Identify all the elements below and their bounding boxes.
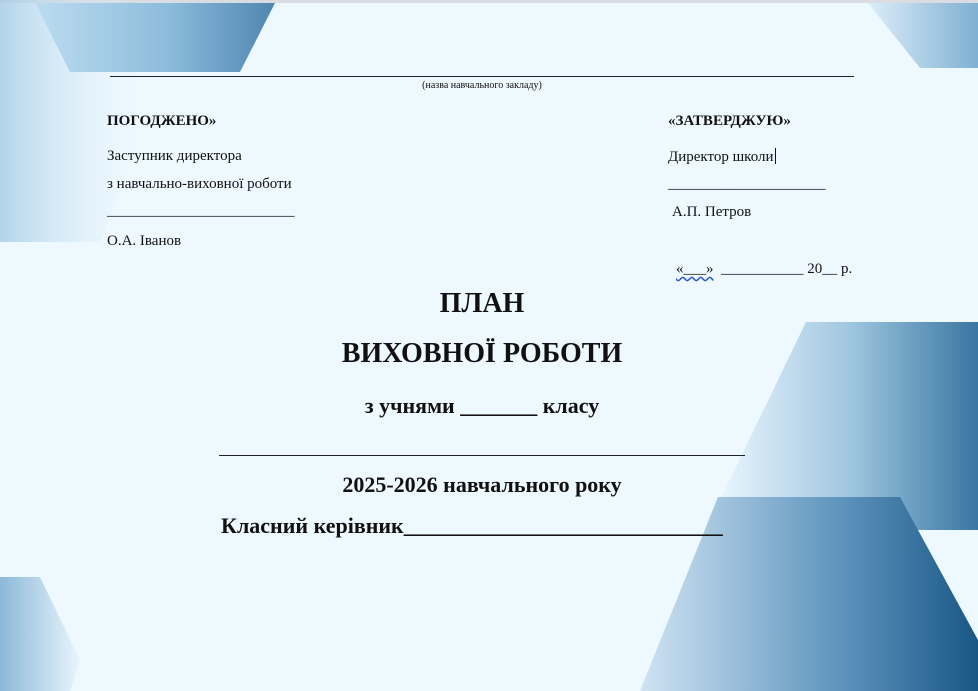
text-cursor [775, 148, 776, 164]
director-label-text: Директор школи [668, 149, 774, 165]
class-line: з учнями _______ класу [364, 393, 600, 418]
director-signature-blank: _____________________ [668, 176, 826, 192]
separator-line [219, 455, 745, 456]
institution-caption: (назва навчального закладу) [422, 80, 542, 91]
deputy-director-label: Заступник директора [107, 148, 242, 164]
class-teacher-line: Класний керівник_____________________________ [221, 513, 723, 538]
deputy-role-label: з навчально-виховної роботи [107, 176, 292, 192]
approved-title: ПОГОДЖЕНО» [107, 113, 217, 129]
date-month-year: ___________ 20__ р. [713, 261, 853, 277]
institution-line [110, 76, 854, 77]
director-name: А.П. Петров [672, 204, 752, 220]
confirm-title: «ЗАТВЕРДЖУЮ» [668, 113, 791, 129]
deputy-signature-blank: _________________________ [107, 203, 295, 219]
date-line [676, 261, 852, 278]
deputy-name: О.А. Іванов [107, 233, 182, 249]
plan-subtitle: ВИХОВНОЇ РОБОТИ [341, 338, 623, 369]
school-year-line: 2025-2026 навчального року [342, 472, 622, 497]
director-label[interactable] [668, 148, 776, 166]
plan-title: ПЛАН [439, 288, 525, 319]
date-day-blank: «___» [676, 261, 714, 277]
